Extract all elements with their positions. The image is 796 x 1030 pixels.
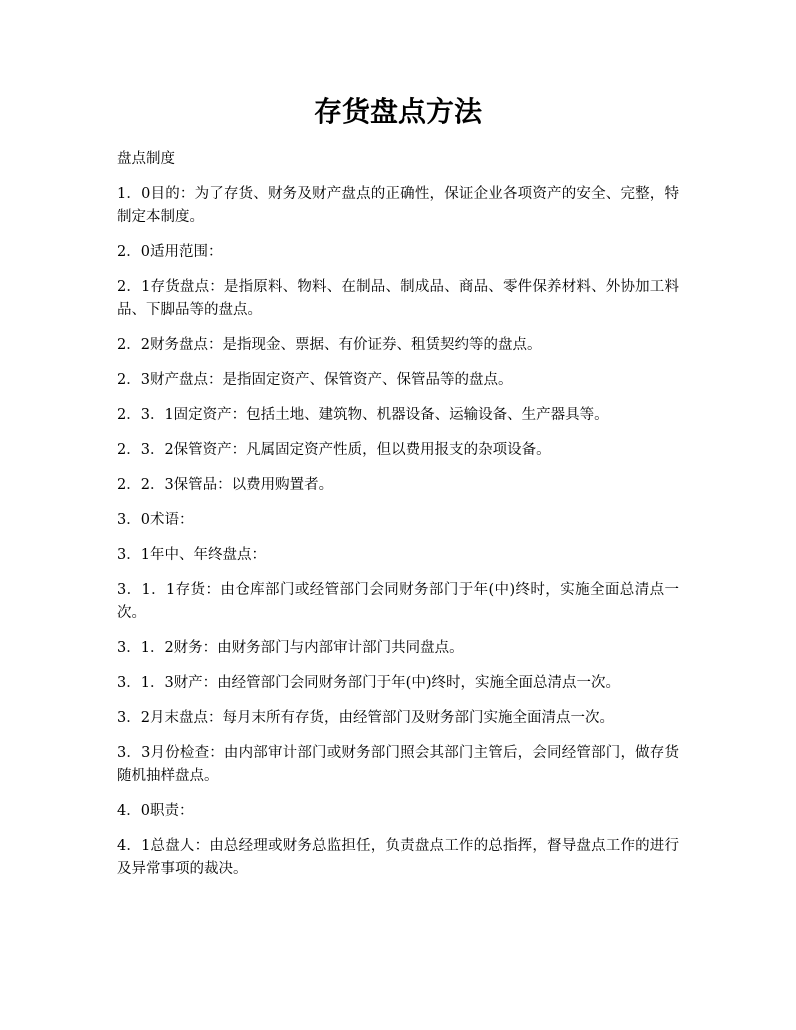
paragraph: 2．2财务盘点：是指现金、票据、有价证券、租赁契约等的盘点。 [117,337,542,353]
paragraph: 2．0适用范围： [117,244,223,260]
paragraph: 4．0职责： [117,803,194,819]
paragraph: 3．3月份检查：由内部审计部门或财务部门照会其部门主管后，会同经管部门，做存货随机抽样盘点。 [117,745,679,784]
paragraph: 2．1存货盘点：是指原料、物料、在制品、制成品、商品、零件保养材料、外协加工料品、下脚品等的盘点。 [117,279,679,318]
paragraph: 3．1．3财产：由经管部门会同财务部门于年(中)终时，实施全面总清点一次。 [117,675,620,691]
paragraph: 3．1．2财务：由财务部门与内部审计部门共同盘点。 [117,640,464,656]
paragraph: 1．0目的：为了存货、财务及财产盘点的正确性，保证企业各项资产的安全、完整，特制定本制度。 [117,186,679,225]
paragraph: 盘点制度 [117,151,175,167]
document-title: 存货盘点方法 [313,95,482,128]
paragraph: 2．3．2保管资产：凡属固定资产性质，但以费用报支的杂项设备。 [117,442,551,458]
document-body [117,148,679,893]
paragraph: 3．2月末盘点：每月末所有存货，由经管部门及财务部门实施全面清点一次。 [117,710,614,726]
paragraph: 4．1总盘人：由总经理或财务总监担任，负责盘点工作的总指挥，督导盘点工作的进行及异常事项的裁决。 [117,838,679,877]
paragraph: 3．1年中、年终盘点： [117,547,266,563]
paragraph: 2．3．1固定资产：包括土地、建筑物、机器设备、运输设备、生产器具等。 [117,407,609,423]
paragraph: 3．0术语： [117,512,194,528]
paragraph: 2．3财产盘点：是指固定资产、保管资产、保管品等的盘点。 [117,372,513,388]
paragraph: 2．2．3保管品：以费用购置者。 [117,477,334,493]
paragraph: 3．1．1存货：由仓库部门或经管部门会同财务部门于年(中)终时，实施全面总清点一次。 [117,582,679,621]
